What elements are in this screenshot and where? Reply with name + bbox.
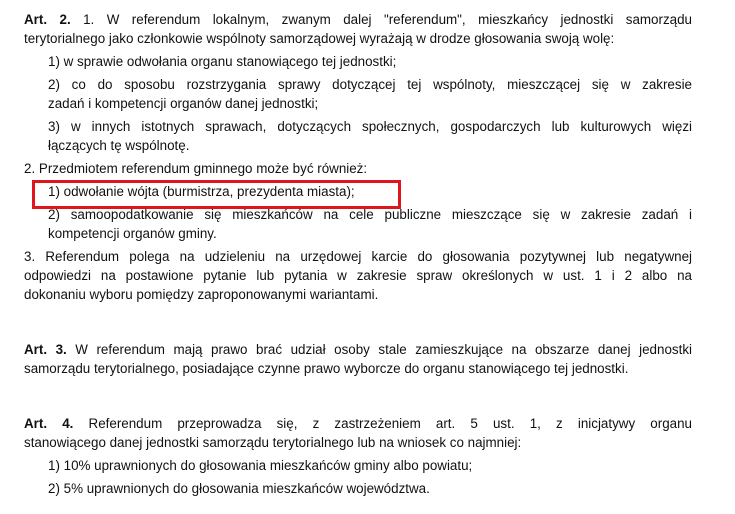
article-4-item-2: 2) 5% uprawnionych do głosowania mieszkańców województwa.: [48, 481, 430, 496]
article-2-para-1-item-3-cont: łączących tę wspólnotę.: [48, 138, 190, 153]
article-2-para-1-intro: 1. W referendum lokalnym, zwanym dalej "referendum", mieszkańcy jednostki samorządu: [83, 12, 692, 27]
article-4: [24, 414, 692, 498]
article-2-para-2-intro: 2. Przedmiotem referendum gminnego może być również:: [24, 161, 368, 176]
article-2-para-3-cont-1: odpowiedzi na postawione pytanie lub pytania w zakresie spraw określonych w ust. 1 i 2 albo na: [24, 268, 692, 283]
article-2: [24, 10, 692, 304]
article-2-para-1-item-2-cont: zadań i kompetencji organów danej jednostki;: [48, 96, 319, 111]
article-3-label: Art. 3.: [24, 342, 67, 357]
article-3-text: W referendum mają prawo brać udział osoby stale zamieszkujące na obszarze danej jednostki: [75, 342, 692, 357]
article-3: [24, 340, 692, 378]
article-2-para-1-item-1: 1) w sprawie odwołania organu stanowiącego tej jednostki;: [48, 54, 397, 69]
article-4-text-cont: stanowiącego danej jednostki samorządu terytorialnego lub na wniosek co najmniej:: [24, 435, 522, 450]
article-3-text-cont: samorządu terytorialnego, posiadające czynne prawo wyborcze do organu stanowiącego tej jednostki.: [24, 361, 629, 376]
article-2-para-3-cont-2: dokonaniu wyboru pomiędzy zaproponowanymi wariantami.: [24, 287, 379, 302]
legal-document: [24, 10, 692, 498]
article-2-para-1-item-3: 3) w innych istotnych sprawach, dotyczących społecznych, gospodarczych lub kulturowych więzi: [48, 119, 692, 134]
article-2-para-2-item-2-cont: kompetencji organów gminy.: [48, 226, 217, 241]
article-2-para-3: 3. Referendum polega na udzieleniu na urzędowej karcie do głosowania pozytywnej lub negatywnej: [24, 249, 692, 264]
article-4-label: Art. 4.: [24, 416, 74, 431]
article-2-label: Art. 2.: [24, 12, 71, 27]
article-4-text: Referendum przeprowadza się, z zastrzeżeniem art. 5 ust. 1, z inicjatywy organu: [88, 416, 692, 431]
highlight-box: [32, 180, 401, 209]
article-2-para-1-item-2: 2) co do sposobu rozstrzygania sprawy dotyczącej tej wspólnoty, mieszczącej się w zakresie: [48, 77, 692, 92]
article-2-para-2-item-2: 2) samoopodatkowanie się mieszkańców na cele publiczne mieszczące się w zakresie zadań i: [48, 207, 692, 222]
article-4-item-1: 1) 10% uprawnionych do głosowania mieszkańców gminy albo powiatu;: [48, 458, 473, 473]
article-2-para-1-intro-cont: terytorialnego jako członkowie wspólnoty samorządowej wyrażają w drodze głosowania swoją wolę:: [24, 31, 615, 46]
article-2-para-2-item-1: 1) odwołanie wójta (burmistrza, prezydenta miasta);: [48, 184, 355, 199]
